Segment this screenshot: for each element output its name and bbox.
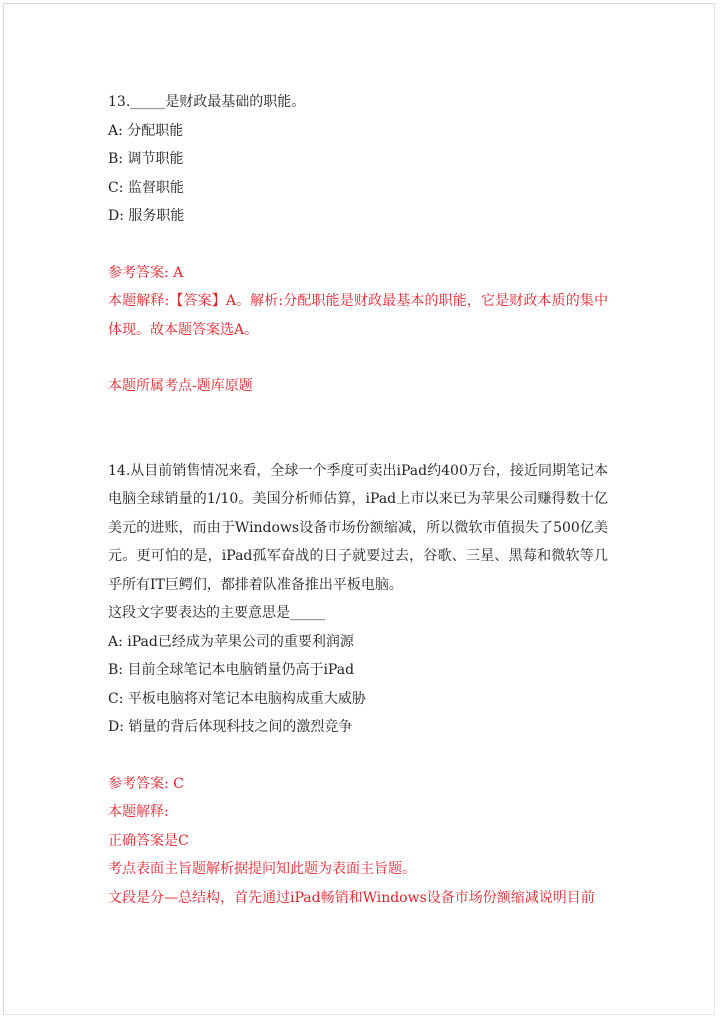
q14-option-d: D: 销量的背后体现科技之间的激烈竞争	[108, 719, 353, 735]
q14-analysis-2: 文段是分—总结构，首先通过iPad畅销和Windows设备市场份额缩减说明目前	[108, 889, 595, 906]
q13-question: 13._____是财政最基础的职能。	[108, 94, 306, 110]
document-content	[108, 88, 608, 912]
q14-question: 14.从目前销售情况来看，全球一个季度可卖出iPad约400万台，接近同期笔记本电脑全球销量的1/10。美国分析师估算，iPad上市以来已为苹果公司赚得数十亿美元的进账，而由于Windows设备市场份额缩减，所以微软市值损失了500亿美元。更可怕的是，iPad孤军奋战的日子就要过去，谷歌、三星、黑莓和微软等几乎所有IT巨鳄们，都排着队准备推出平板电脑。	[108, 462, 608, 593]
q13-option-a: A: 分配职能	[108, 122, 184, 139]
q14-option-b: B: 目前全球笔记本电脑销量仍高于iPad	[108, 662, 355, 678]
q14-correct-answer: 正确答案是C	[108, 832, 189, 849]
q14-option-c: C: 平板电脑将对笔记本电脑构成重大威胁	[108, 690, 366, 707]
q13-option-b: B: 调节职能	[108, 151, 184, 167]
q13-source: 本题所属考点-题库原题	[108, 378, 253, 394]
q14-explanation-label: 本题解释:	[108, 804, 169, 820]
q13-explanation: 本题解释:【答案】A。解析:分配职能是财政最基本的职能，它是财政本质的集中体现。故本题答案选A。	[108, 293, 608, 338]
q13-option-d: D: 服务职能	[108, 208, 185, 224]
q13-answer: 参考答案: A	[108, 264, 184, 281]
q14-prompt: 这段文字要表达的主要意思是_____	[108, 605, 325, 621]
q14-analysis-1: 考点表面主旨题解析据提问知此题为表面主旨题。	[108, 861, 416, 877]
q14-answer: 参考答案: C	[108, 775, 184, 792]
q13-option-c: C: 监督职能	[108, 179, 184, 196]
q14-option-a: A: iPad已经成为苹果公司的重要利润源	[108, 633, 354, 650]
